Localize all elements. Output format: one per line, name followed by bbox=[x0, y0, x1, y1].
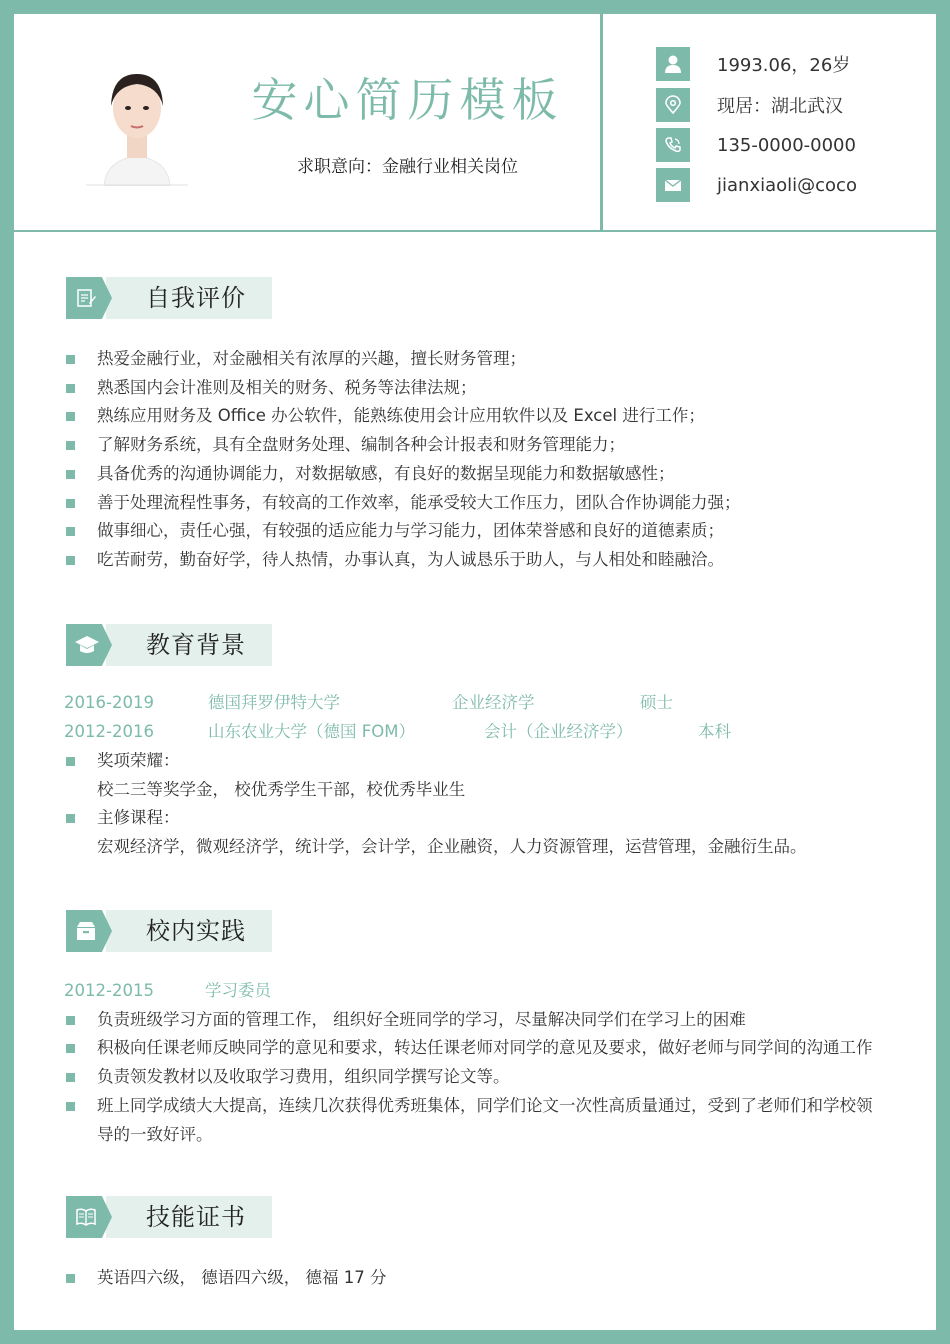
edu-major: 会计（企业经济学） bbox=[484, 722, 633, 741]
person-icon bbox=[656, 47, 690, 81]
list-item: 做事细心，责任心强，有较强的适应能力与学习能力，团体荣誉感和良好的道德素质； bbox=[66, 517, 916, 545]
edu-major: 企业经济学 bbox=[452, 693, 535, 712]
location-icon bbox=[656, 88, 690, 122]
list-item: 班上同学成绩大大提高，连续几次获得优秀班集体，同学们论文一次性高质量通过，受到了老师们和学校领 bbox=[66, 1092, 916, 1120]
contact-email-text: jianxiaoli@coco bbox=[717, 174, 857, 196]
contact-location-text: 现居：湖北武汉 bbox=[717, 96, 843, 117]
practice-role: 学习委员 bbox=[205, 981, 271, 1000]
honors-text: 校二三等奖学金， 校优秀学生干部，校优秀毕业生 bbox=[97, 780, 466, 799]
list-item: 积极向任课老师反映同学的意见和要求，转达任课老师对同学的意见及要求，做好老师与同学间的沟通工作 bbox=[66, 1034, 916, 1062]
phone-icon bbox=[656, 128, 690, 162]
section-self-eval bbox=[66, 277, 272, 319]
section-title: 技能证书 bbox=[146, 1203, 246, 1231]
section-title: 自我评价 bbox=[146, 284, 246, 312]
list-item: 熟练应用财务及 Office 办公软件，能熟练使用会计应用软件以及 Excel 进行工作； bbox=[66, 402, 916, 430]
contact-age bbox=[656, 47, 926, 81]
edu-degree: 本科 bbox=[698, 722, 731, 741]
courses-text: 宏观经济学，微观经济学，统计学，会计学，企业融资，人力资源管理，运营管理，金融衍生品。 bbox=[97, 837, 807, 856]
resume-title: 安心简历模板 bbox=[251, 73, 564, 127]
list-item: 英语四六级， 德语四六级， 德福 17 分 bbox=[66, 1264, 916, 1292]
list-item: 负责领发教材以及收取学习费用，组织同学撰写论文等。 bbox=[66, 1063, 916, 1091]
list-item: 具备优秀的沟通协调能力，对数据敏感，有良好的数据呈现能力和数据敏感性； bbox=[66, 460, 916, 488]
profile-photo bbox=[86, 60, 188, 186]
contact-phone-text: 135-0000-0000 bbox=[717, 134, 856, 156]
practice-years: 2012-2015 bbox=[64, 981, 154, 1000]
list-item: 负责班级学习方面的管理工作， 组织好全班同学的学习，尽量解决同学们在学习上的困难 bbox=[66, 1006, 916, 1034]
list-item: 吃苦耐劳，勤奋好学，待人热情，办事认真，为人诚恳乐于助人，与人相处和睦融洽。 bbox=[66, 546, 916, 574]
header-divider bbox=[600, 14, 603, 230]
edu-school: 德国拜罗伊特大学 bbox=[208, 693, 340, 712]
edu-years: 2012-2016 bbox=[64, 722, 154, 741]
list-item-continuation: 导的一致好评。 bbox=[97, 1125, 213, 1144]
contact-age-text: 1993.06，26岁 bbox=[717, 55, 851, 76]
mail-icon bbox=[656, 168, 690, 202]
contact-email bbox=[656, 168, 926, 202]
contact-location bbox=[656, 88, 926, 122]
section-education bbox=[66, 624, 272, 666]
honors-label: 奖项荣耀： bbox=[66, 747, 916, 775]
section-practice bbox=[66, 910, 272, 952]
section-title: 校内实践 bbox=[146, 917, 246, 945]
edu-degree: 硕士 bbox=[640, 693, 673, 712]
edu-school: 山东农业大学（德国 FOM） bbox=[208, 722, 415, 741]
list-item: 热爱金融行业，对金融相关有浓厚的兴趣，擅长财务管理； bbox=[66, 345, 916, 373]
list-item: 善于处理流程性事务，有较高的工作效率，能承受较大工作压力，团队合作协调能力强； bbox=[66, 489, 916, 517]
list-item: 了解财务系统，具有全盘财务处理、编制各种会计报表和财务管理能力； bbox=[66, 431, 916, 459]
section-skills bbox=[66, 1196, 272, 1238]
job-objective: 求职意向：金融行业相关岗位 bbox=[297, 157, 518, 177]
edu-years: 2016-2019 bbox=[64, 693, 154, 712]
contact-phone bbox=[656, 128, 926, 162]
list-item: 熟悉国内会计准则及相关的财务、税务等法律法规； bbox=[66, 374, 916, 402]
section-title: 教育背景 bbox=[146, 631, 246, 659]
courses-label: 主修课程： bbox=[66, 804, 916, 832]
